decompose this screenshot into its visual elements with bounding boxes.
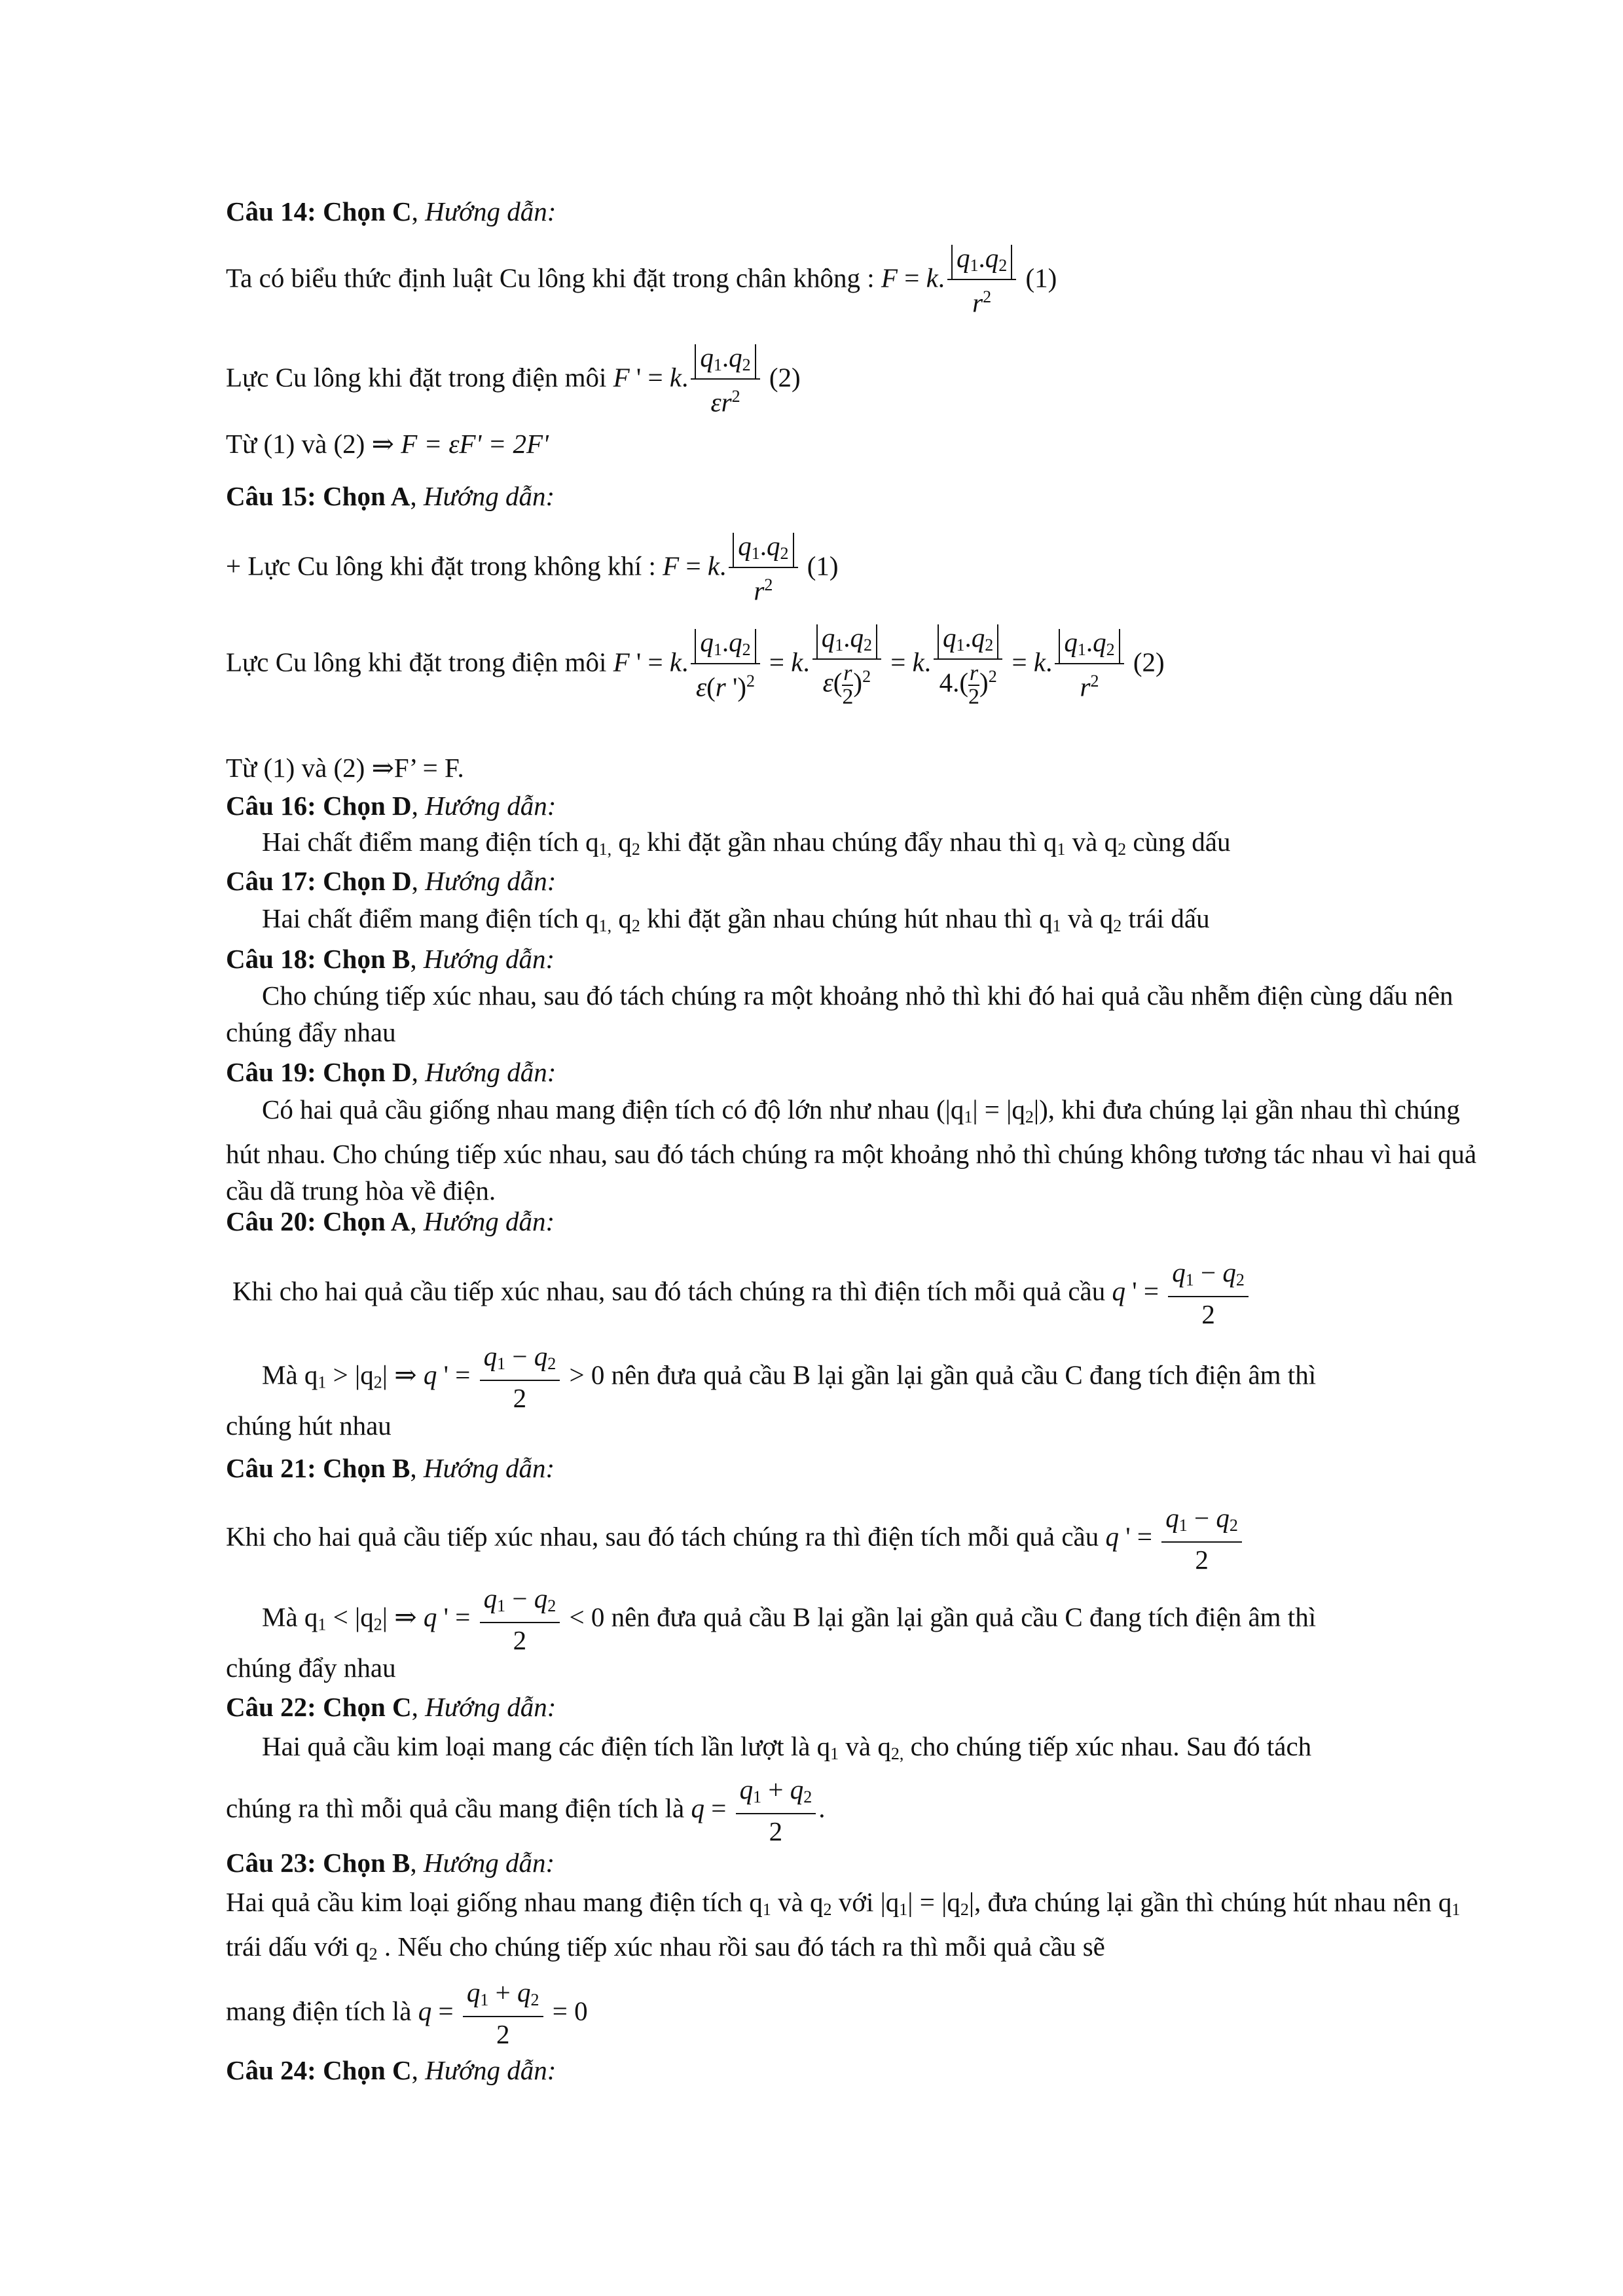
- q15-heading: Câu 15: Chọn A, Hướng dẫn:: [226, 481, 555, 511]
- q16-text: Hai chất điểm mang điện tích $q_{1,}$ $q_2$ khi đặt gần nhau chúng đẩy nhau thì $q_1$ và $q_2$ cùng dấu: [262, 827, 1231, 859]
- q14-line3: Từ (1) và (2) ⇒ F = εF' = 2F': [226, 429, 549, 459]
- q21-heading: Câu 21: Chọn B, Hướng dẫn:: [226, 1453, 555, 1483]
- q16-heading: Câu 16: Chọn D, Hướng dẫn:: [226, 791, 556, 821]
- q17-text: Hai chất điểm mang điện tích $q_{1,}$ $q_2$ khi đặt gần nhau chúng hút nhau thì $q_1$ và $q_2$ trái dấu: [262, 903, 1210, 935]
- q18-text: Cho chúng tiếp xúc nhau, sau đó tách chúng ra một khoảng nhỏ thì khi đó hai quả cầu nhễm điện cùng dấu nên chúng đẩy nhau: [226, 980, 1453, 1047]
- q20-line3: chúng hút nhau: [226, 1410, 392, 1441]
- q20-fraction-1: $\frac{q_1 - q_2}{2}$: [1168, 1257, 1249, 1331]
- q19-text: Có hai quả cầu giống nhau mang điện tích có độ lớn như nhau $(|q_1| = |q_2|)$, khi đưa chúng lại gần nhau thì chúng hút nhau. Cho chúng tiếp xúc nhau, sau đó tách chúng ra một khoảng nhỏ thì chúng không tương tác nhau vì hai quả cầu dã trung hòa về điện.: [226, 1094, 1477, 1206]
- q21-line3: chúng đẩy nhau: [226, 1653, 396, 1683]
- q20-line1: Khi cho hai quả cầu tiếp xúc nhau, sau đó tách chúng ra thì điện tích mỗi quả cầu q ' = $\frac{q_1 - q_2}{2}$: [232, 1257, 1479, 1331]
- q15-fraction-1: $\frac{q_1.q_2}{r^2}$: [729, 530, 797, 608]
- q23-text: Hai quả cầu kim loại giống nhau mang điện tích $q_1$ và $q_2$ với $|q_1| = |q_2|$, đưa chúng lại gần thì chúng hút nhau nên $q_1$ trái dấu với $q_2$ . Nếu cho chúng tiếp xúc nhau rồi sau đó tách ra thì mỗi quả cầu sẽ: [226, 1887, 1461, 1964]
- q20-heading: Câu 20: Chọn A, Hướng dẫn:: [226, 1206, 555, 1236]
- q17-heading: Câu 17: Chọn D, Hướng dẫn:: [226, 866, 556, 896]
- q14-heading: Câu 14: Chọn C, Hướng dẫn:: [226, 196, 556, 226]
- q15-line3: Từ (1) và (2) ⇒F’ = F.: [226, 753, 464, 783]
- q15-line2: Lực Cu lông khi đặt trong điện môi F ' = k. $\frac{q_1.q_2}{\varepsilon(r ')^2}$ = k. $q_1.q_2$ ε( $\frac{r}{2}$ )$^2$ = k. $q_1.q_2$ 4.( $\frac{r}{2}$ )$^2$ = k. $\frac{q_1.q_2}{r^2}$ (2): [226, 622, 1165, 709]
- q21-fraction-2: $\frac{q_1 - q_2}{2}$: [480, 1583, 560, 1657]
- q21-line1: Khi cho hai quả cầu tiếp xúc nhau, sau đó tách chúng ra thì điện tích mỗi quả cầu q ' = $\frac{q_1 - q_2}{2}$: [226, 1502, 1479, 1577]
- q15-line1: + Lực Cu lông khi đặt trong không khí : F = k. $\frac{q_1.q_2}{r^2}$ (1): [226, 530, 1479, 608]
- q14-fraction-2: $\frac{q_1.q_2}{\varepsilon r^2}$: [691, 342, 759, 420]
- q22-heading: Câu 22: Chọn C, Hướng dẫn:: [226, 1692, 556, 1722]
- q21-fraction-1: $\frac{q_1 - q_2}{2}$: [1161, 1502, 1242, 1577]
- q14-line2: Lực Cu lông khi đặt trong điện môi F ' = k. $\frac{q_1.q_2}{\varepsilon r^2}$ (2): [226, 342, 1479, 420]
- q18-heading: Câu 18: Chọn B, Hướng dẫn:: [226, 944, 555, 974]
- q22-fraction: $\frac{q_1 + q_2}{2}$: [736, 1774, 816, 1848]
- q23-fraction: $\frac{q_1 + q_2}{2}$: [463, 1977, 543, 2051]
- q20-fraction-2: $\frac{q_1 - q_2}{2}$: [480, 1340, 560, 1415]
- q22-text: Hai quả cầu kim loại mang các điện tích lần lượt là $q_1$ và $q_{2,}$ cho chúng tiếp xúc nhau. Sau đó tách: [262, 1731, 1312, 1763]
- q24-heading: Câu 24: Chọn C, Hướng dẫn:: [226, 2055, 556, 2085]
- q14-line1: Ta có biểu thức định luật Cu lông khi đặt trong chân không : F = k. $\frac{q_1.q_2}{r^2}$ (1): [226, 242, 1479, 320]
- q21-line2: Mà $q_1 < |q_2|$ ⇒ q ' = $\frac{q_1 - q_2}{2}$ < 0 nên đưa quả cầu B lại gần lại gần quả cầu C đang tích điện âm thì: [262, 1583, 1479, 1657]
- q19-heading: Câu 19: Chọn D, Hướng dẫn:: [226, 1057, 556, 1087]
- q20-line2: Mà $q_1 > |q_2|$ ⇒ q ' = $\frac{q_1 - q_2}{2}$ > 0 nên đưa quả cầu B lại gần lại gần quả cầu C đang tích điện âm thì: [262, 1340, 1479, 1415]
- q23-heading: Câu 23: Chọn B, Hướng dẫn:: [226, 1848, 555, 1878]
- q23-line-last: mang điện tích là q = $\frac{q_1 + q_2}{2}$ = 0: [226, 1977, 1479, 2051]
- q14-fraction-1: $\frac{q_1.q_2}{r^2}$: [947, 242, 1016, 320]
- q22-line2: chúng ra thì mỗi quả cầu mang điện tích là q = $\frac{q_1 + q_2}{2}$ .: [226, 1774, 1479, 1848]
